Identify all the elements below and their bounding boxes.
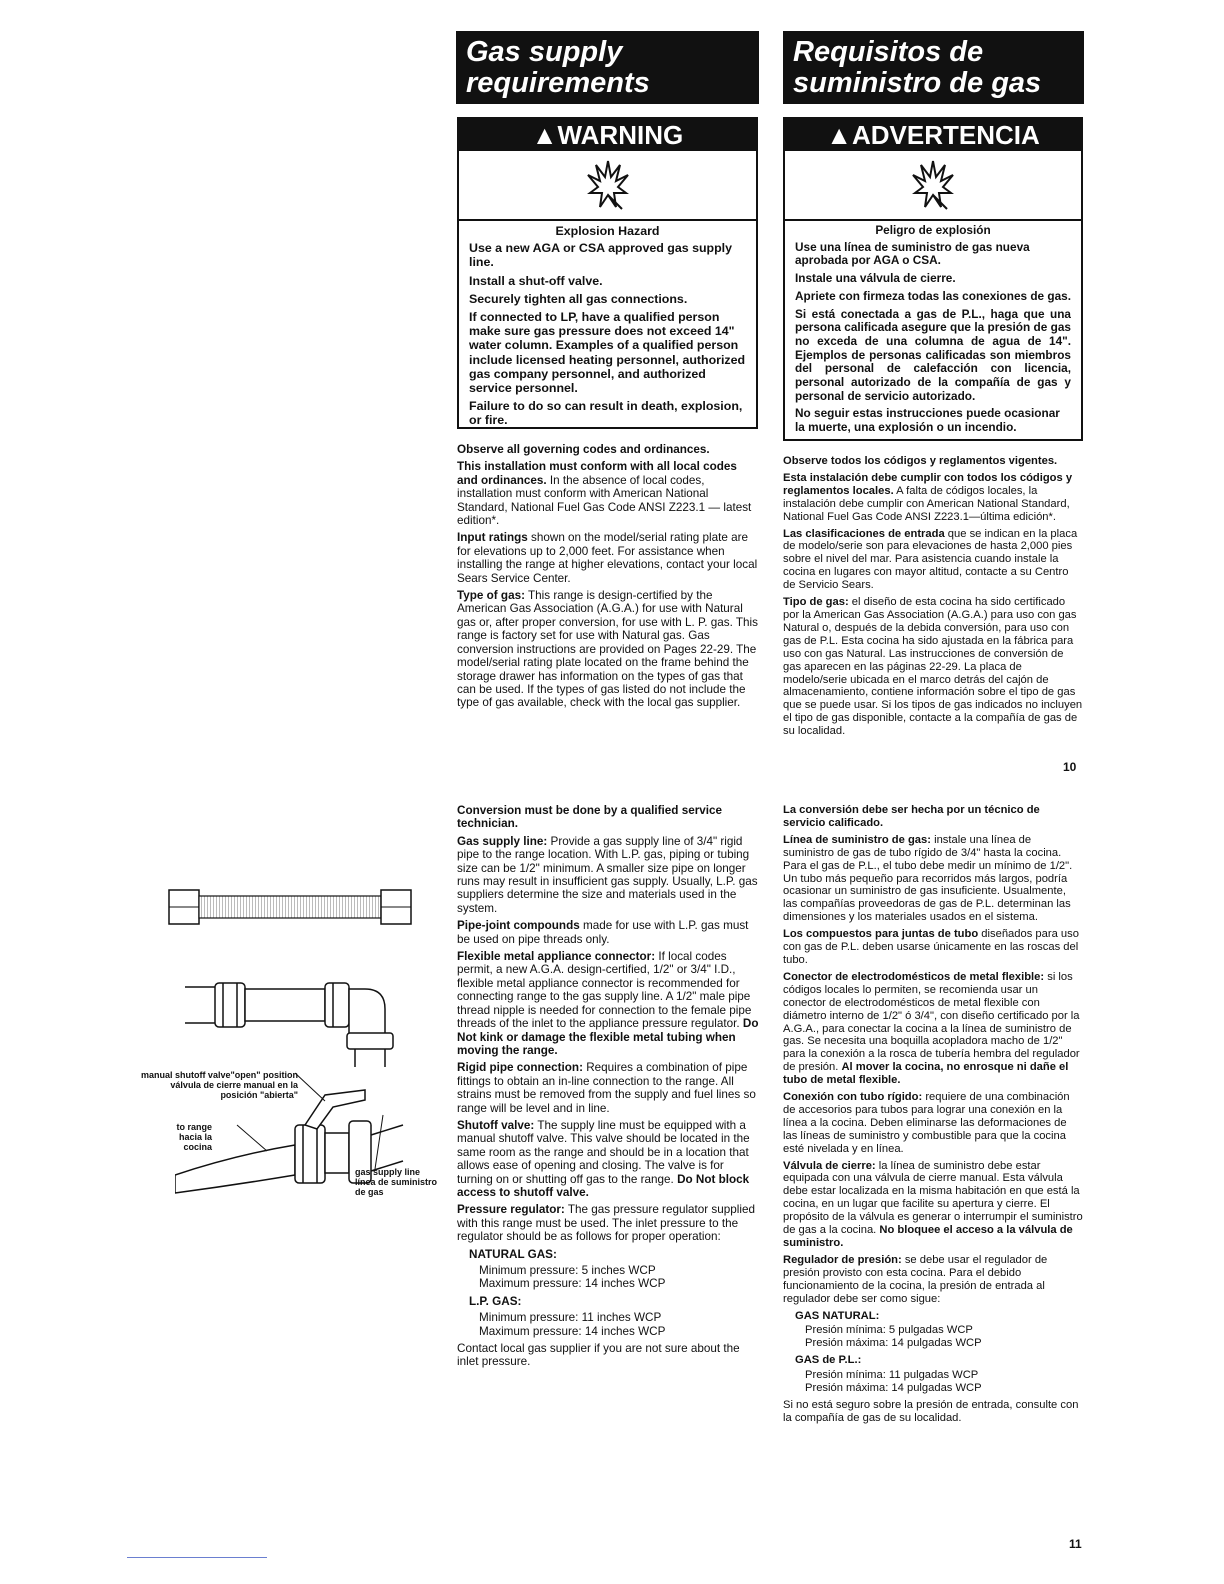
paragraph: Tipo de gas: el diseño de esta cocina ha sido certificado por la American Gas Association (A.G.A.) para uso con gas Natural o, después de la debida conversión, para uso con gas de P.L. Esta cocina ha sido ajustada en la fábrica para uso con gas Natural. Las instrucciones de conversión de gas aparecen en las páginas 22-29. La placa de modelo/serie ubicada en el marco detrás del cajón de almacenamiento, contiene información sobre el tipo de gas que se puede usar. Si los tipos de gas indicados no incluyen el tipo de gas disponible, contacte a la compañía de gas de su localidad. [783, 596, 1083, 738]
explosion-icon [459, 151, 756, 219]
paragraph: Type of gas: This range is design-certified by the American Gas Association (A.G.A.) for use with Natural gas or, after proper conversion, for use with L. P. gas. This range is factory set for use with Natural gas. Gas conversion instructions are provided on Pages 22-29. The model/serial rating plate located on the frame behind the storage drawer has information on the types of gas that can be used. If the types of gas listed do not include the type of gas available, check with the local gas supplier. [457, 589, 759, 710]
warning-box-es [783, 117, 1083, 441]
paragraph: Rigid pipe connection: Requires a combination of pipe fittings to obtain an in-line connection to the range. All strains must be removed from the supply and fuel lines so range will be level and in line. [457, 1061, 756, 1115]
para-heading: Observe all governing codes and ordinances. [457, 443, 710, 456]
warning-body-es [785, 219, 1081, 443]
to-range-label: to range hacia la cocina [176, 1122, 212, 1152]
warning-line-es: Instale una válvula de cierre. [795, 271, 956, 286]
warning-triangle-icon: ▲ [531, 120, 558, 150]
warning-hazard-es: Peligro de explosión [875, 223, 991, 237]
paragraph: Contact local gas supplier if you are not sure about the inlet pressure. [457, 1342, 740, 1369]
title-en [456, 31, 759, 104]
paragraph: Las clasificaciones de entrada que se indican en la placa de modelo/serie son para elevaciones de hasta 2,000 pies sobre el nivel del mar. Para asistencia cuando instale la cocina en lugares con mayor altitud, contacte a su Centro de Servicio Sears. [783, 527, 1078, 592]
title-es-line2: suministro de gas [793, 67, 1042, 99]
warning-line-es: Use una línea de suministro de gas nueva aprobada por AGA o CSA. [795, 239, 1030, 268]
pressure-values: Minimum pressure: 11 inches WCP Maximum pressure: 14 inches WCP [479, 1311, 666, 1338]
lp-gas-heading: L.P. GAS: [469, 1294, 522, 1308]
gas-supply-line-label: gas supply line línea de suministro de gas [355, 1167, 438, 1197]
para-heading: Conversion must be done by a qualified service technician. [457, 804, 722, 831]
para-heading: Observe todos los códigos y reglamentos vigentes. [783, 455, 1058, 467]
body-en-top [457, 443, 759, 714]
paragraph: Línea de suministro de gas: instale una línea de suministro de gas de tubo rígido de 3/4" hasta la cocina. Para el gas de P.L., el tubo debe medir un mínimo de 1/2". Un tubo más pequeño para recorridos más largos, podría ocasionar un suministro de gas insuficiente. Usualmente, las compañías proveedoras de gas de P.L. determinan las dimensiones y los materiales usados en el sistema. [783, 833, 1073, 924]
natural-gas-heading: NATURAL GAS: [469, 1247, 557, 1261]
body-es-top [783, 455, 1083, 742]
para-heading: La conversión debe ser hecha por un técnico de servicio calificado. [783, 804, 1040, 829]
paragraph: This installation must conform with all local codes and ordinances. In the absence of local codes, installation must conform with American National Standard, National Fuel Gas Code ANSI Z223.1 — latest edition*. [457, 460, 752, 528]
pressure-values: Minimum pressure: 5 inches WCP Maximum pressure: 14 inches WCP [479, 1264, 666, 1291]
paragraph: Regulador de presión: se debe usar el regulador de presión provisto con esta cocina. Para el debido funcionamiento de la cocina, la presión de entrada al regulador debe ser como sigue: [783, 1253, 1048, 1305]
paragraph: Shutoff valve: The supply line must be equipped with a manual shutoff valve. This valve should be located in the same room as the range and should be in a location that allows ease of opening and closing. The valve is for turning on or shutting off gas to the range. Do Not block access to shutoff valve. [457, 1118, 750, 1199]
pressure-values: Presión mínima: 5 pulgadas WCP Presión máxima: 14 pulgadas WCP [805, 1324, 982, 1350]
paragraph: Válvula de cierre: la línea de suministro debe estar equipada con una válvula de cierre manual. Esta válvula debe estar localizada en la misma habitación en que está la cocina, en un lugar que facilite su apertura y cierre. El propósito de la válvula es generar o interrumpir el suministro de gas a la cocina. No bloquee el acceso a la válvula de suministro. [783, 1159, 1083, 1249]
warning-box-en [457, 117, 758, 429]
warning-line-en: Install a shut-off valve. [469, 273, 603, 288]
warning-line-en: If connected to LP, have a qualified person make sure gas pressure does not exceed 14" water column. Examples of a qualified person include licensed heating personnel, authorized gas company personnel, and authorized service personnel. [469, 310, 746, 396]
title-en-line2: requirements [466, 67, 650, 99]
paragraph: Conexión con tubo rígido: requiere de una combinación de accesorios para tubos para lograr una conexión en la línea a la cocina. Deben eliminarse las deformaciones de las líneas de suministro y combustible para que la cocina esté nivelada y en línea. [783, 1091, 1070, 1155]
paragraph: Pipe-joint compounds made for use with L.P. gas must be used on pipe threads only. [457, 919, 749, 946]
title-en-line1: Gas supply [466, 36, 623, 68]
warning-line-en: Use a new AGA or CSA approved gas supply line. [469, 241, 733, 270]
paragraph: Los compuestos para juntas de tubo diseñados para uso con gas de P.L. deben usarse únicamente en las roscas del tubo. [783, 928, 1079, 966]
body-en-bottom [457, 804, 759, 1373]
warning-hazard-en: Explosion Hazard [555, 224, 660, 238]
flexible-connector-illustration [168, 886, 412, 928]
paragraph: Flexible metal appliance connector: If local codes permit, a new A.G.A. design-certified, 1/2" or 3/4" I.D., flexible metal appliance connector is recommended for connecting range to the gas supply line. A 1/2" male pipe thread nipple is needed for connection to the female pipe threads of the inlet to the appliance pressure regulator. Do Not kink or damage the flexible metal tubing when moving the range. [457, 950, 759, 1057]
pressure-values: Presión mínima: 11 pulgadas WCP Presión máxima: 14 pulgadas WCP [805, 1369, 982, 1395]
paragraph: Input ratings shown on the model/serial rating plate are for elevations up to 2,000 feet. For assistance when installing the range at higher elevations, contact your local Sears Service Center. [457, 531, 758, 585]
paragraph: Conector de electrodomésticos de metal flexible: si los códigos locales lo permiten, se recomienda usar un conector de electrodomésticos de metal flexible con diámetro interno de 1/2" ó 3/4", con diseño certificado por la A.G.A., para conectar la cocina a la línea de suministro de gas. Se necesita una boquilla acopladora macho de 1/2" para la conexión a la rosca de tubería hembra del regulador de presión. Al mover la cocina, no enrosque ni dañe el tubo de metal flexible. [783, 970, 1080, 1087]
lp-gas-heading: GAS de P.L.: [795, 1354, 862, 1367]
natural-gas-heading: GAS NATURAL: [795, 1309, 880, 1322]
warning-header-es [785, 119, 1081, 151]
paragraph: Pressure regulator: The gas pressure regulator supplied with this range must be used. The inlet pressure to the regulator should be as follows for proper operation: [457, 1203, 755, 1244]
body-es-bottom [783, 804, 1083, 1429]
warning-label-es: ADVERTENCIA [851, 120, 1040, 150]
paragraph: Si no está seguro sobre la presión de entrada, consulte con la compañía de gas de su localidad. [783, 1398, 1079, 1424]
warning-line-es: Apriete con firmeza todas las conexiones de gas. [795, 288, 1072, 303]
title-es-line1: Requisitos de [793, 36, 984, 68]
warning-body-en [459, 219, 756, 436]
paragraph: Gas supply line: Provide a gas supply line of 3/4" rigid pipe to the range location. With L.P. gas, piping or tubing size can be 1/2" minimum. A smaller size pipe on longer runs may result in insufficient gas supply. Usually, L.P. gas suppliers determine the size and materials used in the system. [457, 834, 758, 915]
footnote-rule [127, 1557, 267, 1558]
title-es [783, 31, 1084, 104]
valve-open-label: manual shutoff valve"open" position válvula de cierre manual en la posición "abierta" [140, 1070, 298, 1100]
warning-header-en [459, 119, 756, 151]
warning-line-en: Failure to do so can result in death, explosion, or fire. [469, 399, 743, 428]
warning-label-en: WARNING [557, 120, 684, 150]
page-number-top: 10 [1063, 760, 1077, 774]
paragraph: Esta instalación debe cumplir con todos los códigos y reglamentos locales. A falta de códigos locales, la instalación debe cumplir con American National Standard, National Fuel Gas Code ANSI Z223.1—última edición*. [783, 471, 1073, 523]
explosion-icon [785, 151, 1081, 219]
warning-line-es: No seguir estas instrucciones puede ocasionar la muerte, una explosión o un incendio. [795, 406, 1060, 435]
page-number-bottom: 11 [1069, 1537, 1082, 1551]
warning-line-es: Si está conectada a gas de P.L., haga que una persona calificada asegure que la presión de gas no exceda de una columna de agua de 14". Ejemplos de personas calificadas son miembros del personal de calefacción con licencia, personal autorizado de la compañía de gas y personal de servicio autorizado. [795, 306, 1071, 403]
warning-triangle-icon: ▲ [826, 120, 852, 150]
warning-line-en: Securely tighten all gas connections. [469, 291, 688, 306]
